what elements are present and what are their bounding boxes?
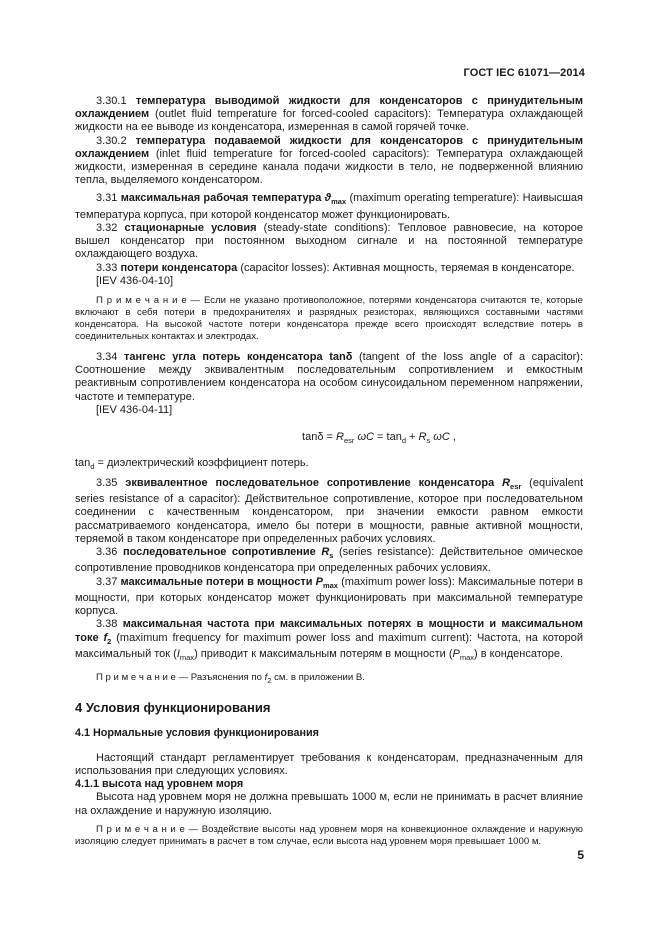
- page-number: 5: [577, 848, 584, 862]
- clause-text: (maximum frequency for maximum power loss and maximum current): Частота, на которой максимальный ток (: [75, 631, 584, 661]
- formula-r: R: [336, 431, 344, 444]
- clause-text: (capacitor losses): Активная мощность, теряемая в конденсаторе.: [237, 261, 575, 274]
- clause-3-38: [75, 618, 583, 664]
- term-symbol: R: [321, 546, 330, 559]
- clause-term: эквивалентное последовательное сопротивление конденсатора: [125, 476, 495, 489]
- formula-comma: ,: [449, 431, 456, 444]
- formula-equals: =: [323, 431, 337, 444]
- clause-3-31: [75, 192, 583, 222]
- loss-tangent-formula: [75, 431, 583, 447]
- term-symbol: ϑ: [324, 192, 332, 205]
- symbol-subscript: 2: [107, 636, 112, 646]
- clause-text: (maximum operating temperature): Наивысшая температура корпуса, при которой конденсатор может функционировать.: [75, 192, 583, 221]
- formula-equals: =: [373, 431, 387, 444]
- note-symbol: f: [264, 672, 268, 684]
- clause-term: температура подаваемой жидкости для конденсаторов с принудительным охлаждением: [75, 134, 583, 160]
- section-4-heading: 4 Условия функционирования: [75, 700, 271, 716]
- clause-number: 3.32: [96, 222, 118, 235]
- note-text: — Разъяснения по: [175, 672, 265, 684]
- page-content: [75, 95, 583, 848]
- term-symbol: tanδ: [329, 351, 353, 364]
- formula-omega-c: ωC: [354, 431, 374, 444]
- formula-r: R: [418, 431, 427, 444]
- note-altitude: [75, 824, 583, 848]
- clause-text: (tangent of the loss angle of a capacitor): Соотношение между эквивалентным последовательным сопротивлением и емкостным реактивным сопротивлением конденсатора на особом синусоидальном переменном напряжении, частоте и температуре.: [75, 351, 584, 403]
- clause-text: (maximum power loss): Максимальные потери в мощности, при которых конденсатор может функционировать при максимальной температуре корпуса.: [75, 575, 584, 618]
- clause-term: максимальная рабочая температура: [120, 192, 322, 205]
- symbol-subscript: esr: [510, 482, 522, 492]
- formula-plus: +: [405, 431, 419, 444]
- clause-3-37: [75, 576, 583, 619]
- term-symbol: P: [315, 575, 323, 588]
- formula-subscript: s: [426, 436, 431, 446]
- clause-3-33: [75, 262, 583, 275]
- symbol-subscript: max: [331, 197, 347, 207]
- note-label: П р и м е ч а н и е: [96, 672, 176, 684]
- clause-number: 3.30.2: [96, 134, 127, 147]
- clause-number: 3.38: [96, 618, 118, 631]
- legend-text: = диэлектрический коэффициент потерь.: [94, 457, 309, 470]
- clause-number: 3.31: [96, 192, 118, 205]
- power-symbol: P: [452, 648, 460, 661]
- clause-number: 3.35: [96, 476, 118, 489]
- clause-term: тангенс угла потерь конденсатора: [124, 351, 323, 364]
- symbol-subscript: max: [459, 653, 475, 663]
- section-4-1-text: Настоящий стандарт регламентирует требования к конденсаторам, предназначенным для использования при следующих условиях.: [75, 751, 583, 777]
- clause-3-36: [75, 546, 583, 576]
- iev-reference: [IEV 436-04-10]: [96, 274, 174, 287]
- term-symbol: f: [103, 631, 108, 644]
- clause-term: максимальная частота при максимальных потерях в мощности и максимальном токе: [75, 618, 583, 644]
- clause-3-30-1: [75, 95, 583, 135]
- formula-tan: tan: [302, 431, 318, 444]
- clause-text: (outlet fluid temperature for forced-cooled capacitors): Температура охлаждающей жидкости на ее выводе из конденсатора, измеренная в самой горячей точке.: [75, 108, 583, 134]
- note-label: П р и м е ч а н и е: [96, 823, 185, 835]
- formula-delta: δ: [317, 431, 324, 444]
- symbol-subscript: 2: [267, 676, 272, 686]
- formula-subscript: esr: [343, 436, 355, 446]
- clause-text: (equivalent series resistance of a capacitor): Действительное сопротивление, которое при последовательном соединении с качественным конденсатором, при значении емкости равном емкости рассматриваемого конденсатора, имело бы потери в мощности, равные активной мощности, теряемой в таком конденсаторе при определенных рабочих условиях.: [75, 476, 583, 545]
- clause-term: температура выводимой жидкости для конденсаторов с принудительным охлаждением: [75, 95, 583, 121]
- note-losses: [75, 295, 583, 343]
- note-text: — Воздействие высоты над уровнем моря на конвекционное охлаждение и наружную изоляцию следует принимать в расчет в том случае, если высота над уровнем моря превышает 1000 м.: [75, 823, 583, 847]
- clause-3-30-2: [75, 135, 583, 188]
- clause-text: ) в конденсаторе.: [474, 648, 564, 661]
- note-f2: [75, 672, 583, 687]
- clause-3-34: [75, 351, 583, 404]
- clause-text: (inlet fluid temperature for forced-cooled capacitors): Температура охлаждающей жидкости, измеренная в середине канала подачи жидкости в тело, не подверженной влиянию тепла, выделяемого конденсатором.: [75, 147, 583, 187]
- legend-subscript: d: [90, 462, 95, 472]
- symbol-subscript: s: [329, 551, 334, 561]
- clause-text: (series resistance): Действительное омическое сопротивление проводников конденсатора при определенных рабочих условиях.: [75, 546, 584, 575]
- symbol-subscript: max: [322, 580, 338, 590]
- clause-3-32: [75, 222, 583, 262]
- current-symbol: I: [176, 648, 180, 661]
- legend-symbol: tan: [75, 457, 91, 470]
- clause-term: максимальные потери в мощности: [120, 575, 313, 588]
- iev-reference: [IEV 436-04-11]: [96, 403, 173, 416]
- formula-omega-c: ωC: [430, 431, 450, 444]
- clause-term: стационарные условия: [124, 222, 257, 235]
- clause-term: последовательное сопротивление: [122, 546, 316, 559]
- clause-number: 3.36: [96, 546, 118, 559]
- symbol-subscript: max: [179, 653, 195, 663]
- clause-3-35: [75, 477, 583, 546]
- note-text: см. в приложении В.: [271, 672, 365, 684]
- clause-number: 3.30.1: [96, 95, 127, 107]
- formula-subscript: d: [401, 436, 406, 446]
- clause-number: 3.33: [96, 261, 118, 274]
- note-text: — Если не указано противоположное, потерями конденсатора считаются те, которые включают в себя потери в предохранителях и разрядных резисторах, являющихся составными частями конденсатора. На высокой частоте потери конденсатора прежде всего происходят вследствие потерь в соединительных контактах и электродах.: [75, 295, 584, 343]
- clause-number: 3.34: [96, 351, 118, 364]
- clause-text: ) приводит к максимальным потерям в мощности (: [194, 648, 453, 661]
- formula-tan: tan: [386, 431, 402, 444]
- section-4-1-heading: 4.1 Нормальные условия функционирования: [75, 726, 319, 739]
- section-4-1-1-heading: 4.1.1 высота над уровнем моря: [75, 778, 244, 791]
- clause-number: 3.37: [96, 575, 118, 588]
- standard-header: ГОСТ IEC 61071—2014: [463, 67, 585, 79]
- section-4-1-1-text: Высота над уровнем моря не должна превышать 1000 м, если не принимать в расчет влияние на охлаждение и наружную изоляцию.: [75, 791, 583, 817]
- formula-legend: [75, 457, 583, 473]
- clause-text: (steady-state conditions): Тепловое равновесие, на которое вышел конденсатор при постоянном выходном сигнале и на постоянной температуре охлаждающего воздуха.: [75, 222, 584, 261]
- term-symbol: R: [502, 476, 511, 489]
- clause-term: потери конденсатора: [120, 261, 238, 274]
- note-label: П р и м е ч а н и е: [96, 295, 187, 307]
